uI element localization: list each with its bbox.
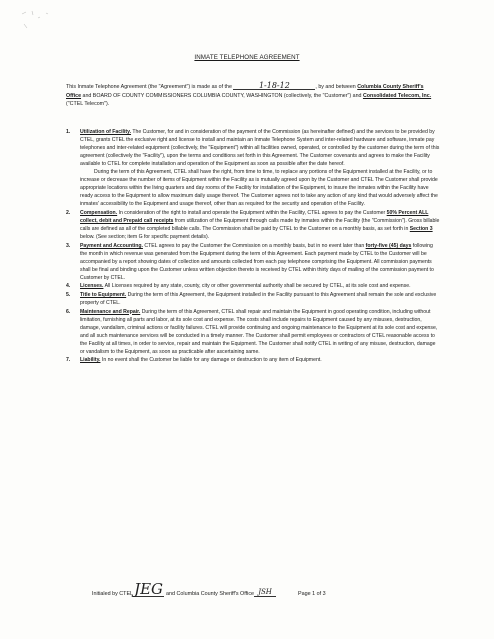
- section-heading: Compensation.: [80, 209, 118, 216]
- page-footer: [92, 580, 452, 598]
- intro-text-4: ("CTEL Telecom").: [66, 101, 110, 108]
- section-number: 1.: [66, 129, 71, 135]
- section-heading: Maintenance and Repair.: [80, 308, 141, 315]
- page-number: Page 1 of 3: [298, 591, 326, 597]
- party-sheriff-office: Columbia County Sheriff's Office: [66, 84, 424, 99]
- section-heading: Utilization of Facility.: [80, 129, 132, 135]
- agreement-sections: [66, 128, 440, 365]
- ctel-initials-signature: JEG: [134, 580, 164, 598]
- scan-artifact-mark: [18, 8, 58, 34]
- section-text: In consideration of the right to install and operate the Equipment within the Facility, CTEL agrees to pay the Customer: [118, 209, 386, 216]
- intro-text-3: and BOARD OF COUNTY COMMISSIONERS COLUMBIA COUNTY, WASHINGTON (collectively, the "Customer") and: [82, 92, 362, 99]
- section-text: All Licenses required by any state, county, city or other governmental authority shall be secured by CTEL, at its sole cost and expense.: [104, 283, 411, 290]
- handwritten-date: 1-18-12: [233, 82, 315, 90]
- sheriff-label: and Columbia County Sheriff's Office: [166, 591, 255, 597]
- section-text: CTEL agrees to pay the Customer the Commission on a monthly basis, but in no event later than: [144, 242, 365, 249]
- section-number: 4.: [66, 283, 71, 290]
- initialed-by-label: Initialed by CTEL: [92, 591, 134, 597]
- section-2: [66, 209, 440, 241]
- sheriff-initials-field: [254, 588, 276, 597]
- section-3: [66, 242, 440, 282]
- section-heading: Payment and Accounting.: [80, 242, 143, 249]
- section-heading: Liability.: [80, 357, 101, 364]
- section-text-continued: from utilization of the Equipment through calls made by inmates within the Facility (the "Commission"). Gross billable calls are defined as all of the completed billable calls. The Commission shall be paid by CTEL to the Customer on a monthly basis, as set forth in: [80, 218, 440, 233]
- ctel-initials-field: [133, 580, 164, 598]
- payment-deadline: forty-five (45) days: [365, 242, 412, 249]
- section-1: [66, 128, 440, 208]
- section-number: 7.: [66, 357, 71, 364]
- section-heading: Licenses.: [80, 283, 104, 290]
- section-4: [66, 282, 440, 290]
- section-6: [66, 308, 440, 356]
- document-title: INMATE TELEPHONE AGREEMENT: [194, 54, 300, 61]
- section-heading: Title to Equipment.: [80, 291, 127, 298]
- section-number: 3.: [66, 242, 71, 249]
- section-text-continued: following the month in which revenue was generated from the Equipment during the term of this Agreement. Each payment made by CTEL to the Customer will be accompanied by a report showing dates of collection and amounts collected from each pay telephone comprising the Equipment. All commission payments shall be final and binding upon the Customer unless written objection thereto is received by CTEL within thirty days of mailing of the commission payment to Customer by CTEL.: [80, 242, 434, 281]
- section-text-continued: During the term of this Agreement, CTEL shall have the right, from time to time, to replace any portions of the Equipment installed at the Facility, or to increase or decrease the number of items of Equipment within the Facility as is mutually agreed upon by the Customer and CTEL The Customer shall provide appropriate locations within the living quarters and day rooms of the Facility for installation of the Equipment, to insure the inmates within the Facility have ready access to the Equipment to allow maximum daily usage thereof. The Customer agrees not to take any action of any kind that would adversely affect the inmates' accessibility to the Equipment and usage thereof, other than as required for the security and operation of the Facility.: [80, 169, 438, 208]
- intro-text-1: This Inmate Telephone Agreement (the "Agreement") is made as of the: [66, 84, 232, 90]
- section-text: During the term of this Agreement, CTEL shall repair and maintain the Equipment in good operating condition, including without limitation, furnishing all parts and labor, at its sole cost and expense. The costs shall include repairs to Equipment caused by any misuses, destruction, damage, vandalism, criminal actions or facility failures. CTEL will provide continuing and ongoing maintenance to the Equipment at its sole cost and expense, and all such maintenance services will be conducted in a timely manner. The Customer shall permit employees or contractors of CTEL reasonable access to the Facility at all times, in order to service, repair and maintain the Equipment. The Customer shall notify CTEL in writing of any misuse, destruction, damage or vandalism to the Equipment, as soon as practicable after ascertaining same.: [80, 308, 438, 355]
- section-reference: Section 3: [409, 226, 433, 233]
- section-number: 2.: [66, 209, 71, 216]
- section-text-end: below. (See section; item G for specific payment details).: [80, 234, 210, 241]
- sheriff-initials-signature: JSH: [258, 588, 272, 596]
- section-7: [66, 356, 440, 364]
- section-5: [66, 291, 440, 307]
- section-number: 5.: [66, 291, 71, 298]
- section-text: In no event shall the Customer be liable for any damage or destruction to any item of Equipment.: [101, 357, 322, 364]
- section-text: During the term of this Agreement, the Equipment installed in the Facility pursuant to this Agreement shall remain the sole and exclusive property of CTEL.: [80, 291, 437, 306]
- section-text: The Customer, for and in consideration of the payment of the Commission (as hereinafter defined) and the services to be provided by CTEL, grants CTEL the exclusive right and license to install and maintain an Inmate Telephone System and inter-related hardware and software, inmate pay telephones and inter-related equipment (collectively, the "Equipment") within all facilities owned, operated, or controlled by the customer during the term of this agreement (collectively the "Facility"), upon the terms and conditions set forth in this Agreement. The Customer covenants and agrees to make the Facility available to CTEL for complete installation and operation of the Equipment as soon as possible after the date hereof.: [80, 129, 440, 168]
- intro-paragraph: [66, 82, 436, 109]
- commission-rate: 50% Percent ALL collect, debit and Prepaid call receipts: [80, 209, 429, 225]
- party-ctel: Consolidated Telecom, Inc.: [362, 92, 432, 99]
- intro-text-2: , by and between: [315, 84, 356, 90]
- section-number: 6.: [66, 308, 71, 315]
